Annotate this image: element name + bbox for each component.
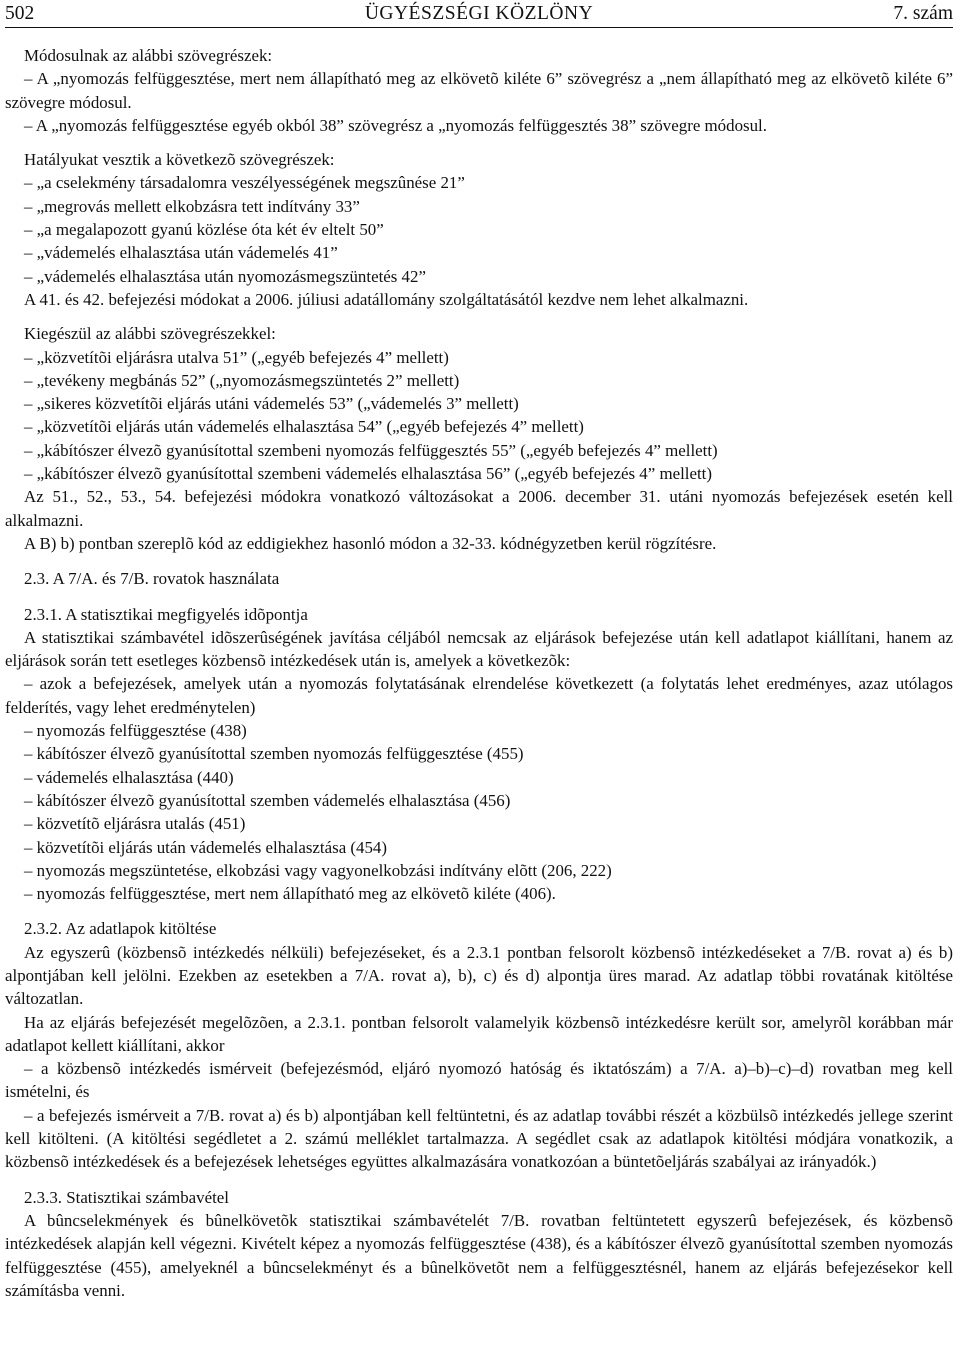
paragraph: Ha az eljárás befejezését megelõzõen, a 2.3.1. pontban felsorolt valamelyik közbensõ intézkedésre került sor, amelyrõl korábban már adatlapot kellett kiállítani, akkor	[5, 1012, 953, 1055]
section-heading: 2.3.2. Az adatlapok kitöltése	[24, 919, 217, 939]
paragraph: Módosulnak az alábbi szövegrészek:	[24, 46, 273, 65]
list-item: – „vádemelés elhalasztása után nyomozásmegszüntetés 42”	[24, 266, 426, 286]
paragraph: A B) b) pontban szereplõ kód az eddigiekhez hasonló módon a 32-33. kódnégyzetben kerül rögzítésre.	[24, 533, 717, 553]
document-page	[5, 0, 953, 1302]
list-item: – vádemelés elhalasztása (440)	[24, 767, 234, 787]
paragraph: Kiegészül az alábbi szövegrészekkel:	[24, 324, 276, 344]
paragraph: A statisztikai számbavétel idõszerûségének javítása céljából nemcsak az eljárások befejezése után kell adatlapot kiállítani, hanem az eljárások során tett esetleges közbensõ intézkedések után is, amelyek a következõk:	[5, 627, 953, 671]
list-item: – „a cselekmény társadalomra veszélyességének megszûnése 21”	[24, 173, 465, 193]
list-item: – „tevékeny megbánás 52” („nyomozásmegszüntetés 2” mellett)	[24, 370, 460, 390]
list-item: – azok a befejezések, amelyek után a nyomozás folytatásának elrendelése következett (a folytatás lehet eredményes, azaz utólagos felderítés, vagy lehet eredménytelen)	[5, 674, 953, 717]
list-item: – „sikeres közvetítõi eljárás utáni vádemelés 53” („vádemelés 3” mellett)	[24, 394, 519, 414]
list-item: – „kábítószer élvezõ gyanúsítottal szembeni nyomozás felfüggesztés 55” („egyéb befejezés 4” mellett)	[24, 440, 718, 460]
paragraph: Hatályukat vesztik a következõ szövegrészek:	[24, 150, 335, 170]
page-header	[5, 2, 953, 28]
list-item: – közvetítõ eljárásra utalás (451)	[24, 814, 246, 834]
paragraph: A 41. és 42. befejezési módokat a 2006. júliusi adatállomány szolgáltatásától kezdve nem lehet alkalmazni.	[24, 289, 749, 309]
paragraph: A bûncselekmények és bûnelkövetõk statisztikai számbavételét 7/B. rovatban feltüntetett egyszerû befejezések, és közbensõ intézkedések alapján kell végezni. Kivételt képez a nyomozás felfüggesztése (438), és a kábítószer élvezõ gyanúsítottal szemben nyomozás felfüggesztése (455), amelyeknél a bûncselekményt és a bûnelkövetõt nem a felfüggesztésnél, hanem az eljárás befejezésekor kell számításba venni.	[5, 1210, 953, 1300]
list-item: – kábítószer élvezõ gyanúsítottal szemben vádemelés elhalasztása (456)	[24, 790, 511, 810]
list-item: – A „nyomozás felfüggesztése, mert nem állapítható meg az elkövetõ kiléte 6” szövegrész a „nem állapítható meg az elkövetõ kiléte 6” szövegre módosul.	[5, 69, 953, 112]
list-item: – nyomozás felfüggesztése (438)	[24, 721, 247, 741]
section-heading: 2.3. A 7/A. és 7/B. rovatok használata	[24, 569, 280, 589]
list-item: – a közbensõ intézkedés ismérveit (befejezésmód, eljáró nyomozó hatóság és iktatószám) a 7/A. a)–b)–c)–d) rovatban meg kell ismételni, és	[5, 1059, 953, 1102]
page-number: 502	[5, 3, 35, 24]
list-item: – „közvetítõi eljárás után vádemelés elhalasztása 54” („egyéb befejezés 4” mellett)	[24, 417, 584, 437]
list-item: – kábítószer élvezõ gyanúsítottal szemben nyomozás felfüggesztése (455)	[24, 744, 524, 764]
list-item: – A „nyomozás felfüggesztése egyéb okból 38” szövegrész a „nyomozás felfüggesztés 38” szövegre módosul.	[24, 115, 767, 135]
paragraph: Az egyszerû (közbensõ intézkedés nélküli) befejezéseket, és a 2.3.1 pontban felsorolt közbensõ intézkedéseket a 7/B. rovat a) és b) alpontjában kell jelölni. Ezekben az esetekben a 7/A. rovat a), b), c) és d) alpontja üres marad. Az adatlap többi rovatának kitöltése változatlan.	[5, 942, 953, 1009]
list-item: – közvetítõi eljárás után vádemelés elhalasztása (454)	[24, 837, 388, 857]
list-item: – nyomozás megszüntetése, elkobzási vagy vagyonelkobzási indítvány elõtt (206, 222)	[24, 860, 612, 880]
paragraph: Az 51., 52., 53., 54. befejezési módokra vonatkozó változásokat a 2006. december 31. utáni nyomozás befejezések esetén kell alkalmazni.	[5, 487, 953, 530]
list-item: – a befejezés ismérveit a 7/B. rovat a) és b) alpontjában kell feltüntetni, és az adatlap további részét a közbülsõ intézkedés jellege szerint kell kitölteni. (A kitöltési segédletet a 2. számú melléklet tartalmazza. A segédlet csak az adatlapok kitöltési módjára vonatkozik, a közbensõ intézkedések és a befejezések lehetséges együttes alkalmazására vonatkozóan a büntetõeljárás szabályai az irányadók.)	[5, 1105, 953, 1172]
document-body	[5, 44, 953, 1302]
section-heading: 2.3.1. A statisztikai megfigyelés idõpontja	[24, 604, 308, 624]
issue-number: 7. szám	[893, 3, 953, 24]
list-item: – „megrovás mellett elkobzásra tett indítvány 33”	[24, 196, 360, 216]
list-item: – „közvetítõi eljárásra utalva 51” („egyéb befejezés 4” mellett)	[24, 347, 449, 367]
section-heading: 2.3.3. Statisztikai számbavétel	[24, 1187, 229, 1207]
list-item: – nyomozás felfüggesztése, mert nem állapítható meg az elkövetõ kiléte (406).	[24, 884, 556, 904]
list-item: – „vádemelés elhalasztása után vádemelés 41”	[24, 243, 338, 263]
list-item: – „a megalapozott gyanú közlése óta két év eltelt 50”	[24, 220, 384, 240]
list-item: – „kábítószer élvezõ gyanúsítottal szembeni vádemelés elhalasztása 56” („egyéb befejezés 4” mellett)	[24, 464, 712, 484]
journal-title: ÜGYÉSZSÉGI KÖZLÖNY	[364, 3, 594, 24]
